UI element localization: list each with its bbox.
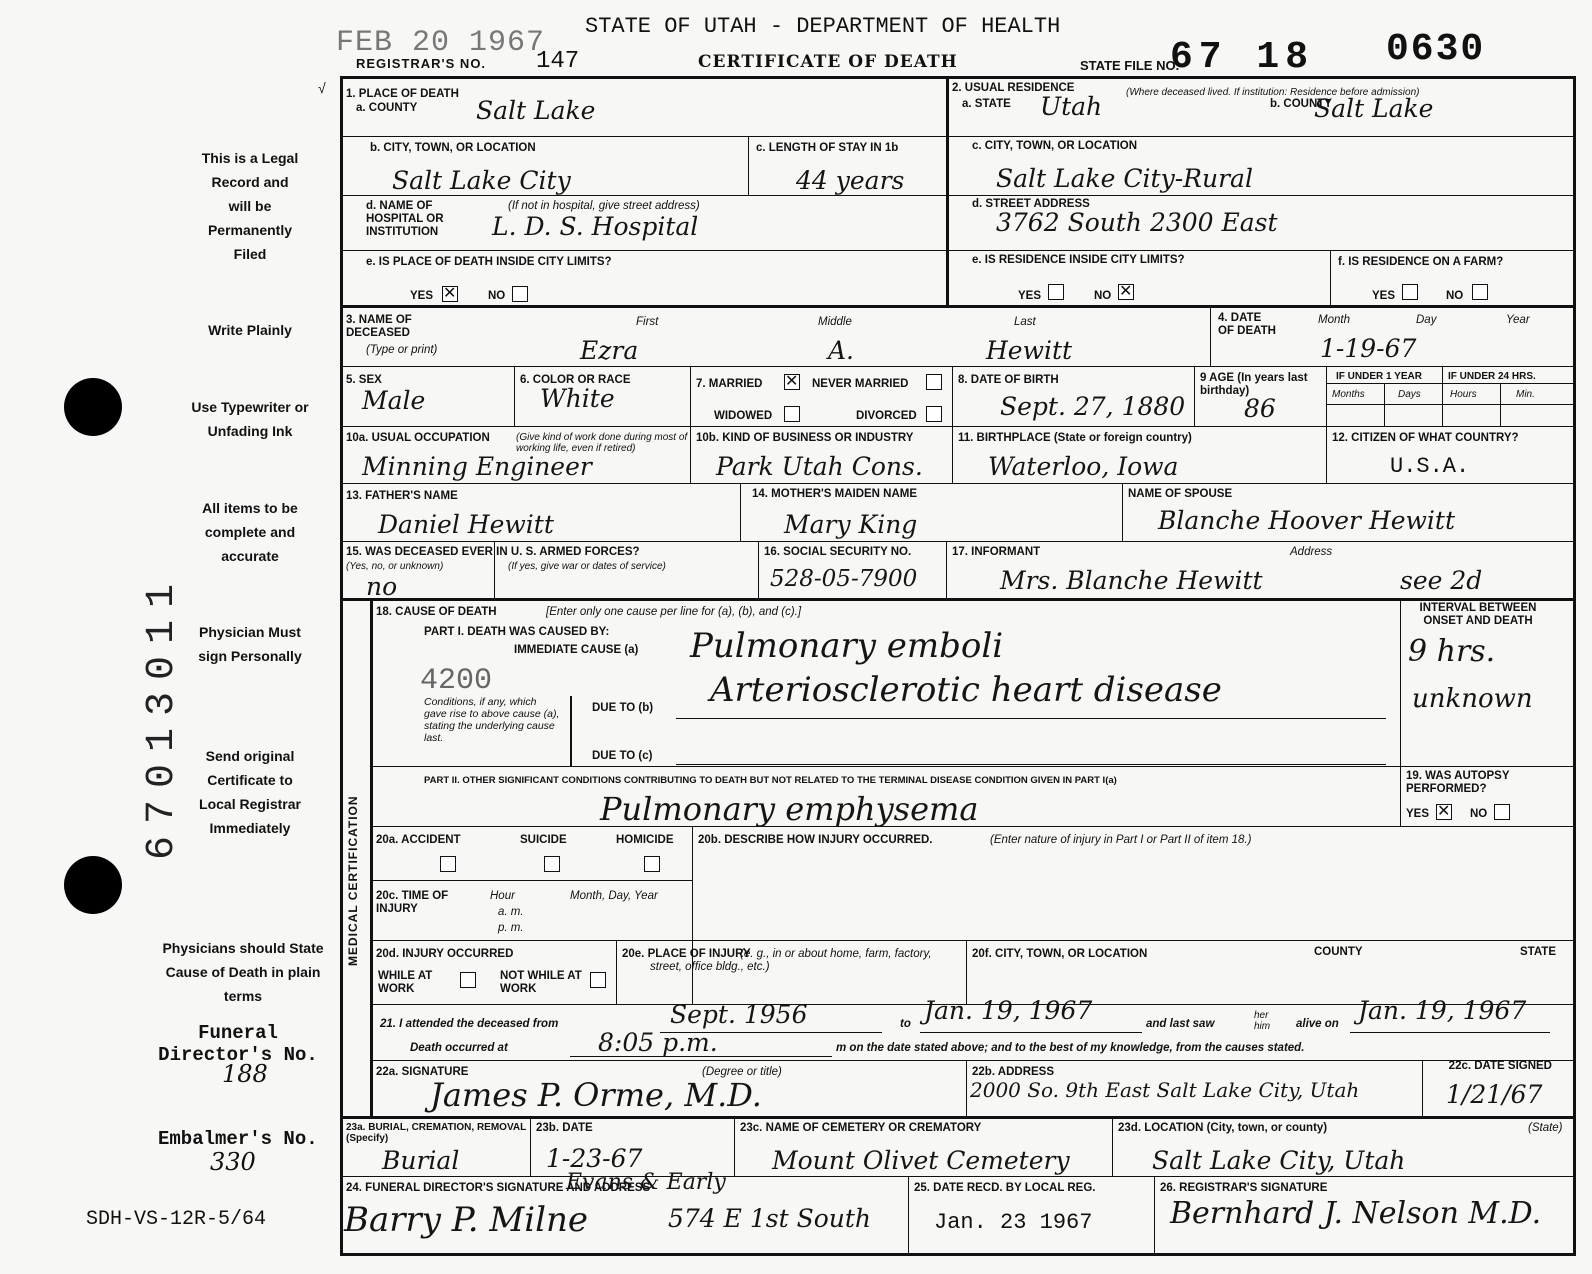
occupation-value: Minning Engineer — [362, 452, 592, 481]
part2-value: Pulmonary emphysema — [600, 790, 979, 828]
date-signed-value: 1/21/67 — [1446, 1080, 1543, 1109]
age-label: 9 AGE (In years last birthday) — [1200, 372, 1308, 397]
phys-address-label: 22b. ADDRESS — [972, 1066, 1055, 1078]
funeral-address-value: 574 E 1st South — [668, 1204, 872, 1233]
days-label: Days — [1398, 389, 1421, 400]
cause-label: 18. CAUSE OF DEATH — [376, 606, 497, 618]
due-b-label: DUE TO (b) — [592, 702, 654, 714]
city-label: b. CITY, TOWN, OR LOCATION — [370, 142, 536, 154]
tick-mark: √ — [318, 80, 326, 96]
due-c-label: DUE TO (c) — [592, 750, 653, 762]
underline — [1350, 1032, 1550, 1033]
not-while-work-checkbox[interactable] — [590, 972, 606, 988]
first-label: First — [636, 316, 659, 328]
length-of-stay-value: 44 years — [796, 166, 905, 195]
name-label: 3. NAME OF DECEASED — [346, 314, 412, 339]
length-of-stay-label: c. LENGTH OF STAY IN 1b — [756, 142, 899, 154]
first-name-value: Ezra — [580, 336, 639, 365]
interval-b-value: unknown — [1412, 684, 1533, 714]
conditions-note: Conditions, if any, which gave rise to above cause (a), stating the underlying cause last. — [424, 696, 560, 744]
rule — [908, 1176, 909, 1256]
state-file-no: 67 18 — [1170, 36, 1315, 79]
funeral-director-label: 24. FUNERAL DIRECTOR'S SIGNATURE AND ADDRESS — [346, 1182, 651, 1194]
divorced-label: DIVORCED — [856, 410, 917, 422]
year-label: Year — [1506, 314, 1530, 326]
punch-hole — [64, 378, 122, 436]
address-label: Address — [1290, 546, 1333, 558]
never-married-label: NEVER MARRIED — [812, 378, 909, 390]
mother-label: 14. MOTHER'S MAIDEN NAME — [752, 488, 918, 500]
degree-label: (Degree or title) — [702, 1066, 782, 1078]
date-of-death-value: 1-19-67 — [1320, 334, 1417, 363]
cemetery-value: Mount Olivet Cemetery — [772, 1146, 1070, 1175]
informant-label: 17. INFORMANT — [952, 546, 1041, 558]
attended-to-value: Jan. 19, 1967 — [924, 996, 1093, 1025]
cause-b-value: Arteriosclerotic heart disease — [710, 670, 1222, 710]
rule — [340, 250, 1576, 251]
sex-label: 5. SEX — [346, 374, 382, 386]
burial-date-value: 1-23-67 — [546, 1144, 643, 1173]
notice-complete: All items to be complete and accurate — [202, 500, 298, 564]
rule — [946, 76, 949, 305]
rule — [340, 305, 1576, 308]
farm-label: f. IS RESIDENCE ON A FARM? — [1338, 256, 1504, 268]
rule — [616, 940, 617, 1004]
spouse-label: NAME OF SPOUSE — [1128, 488, 1233, 500]
notice-physician-sign: Physician Must sign Personally — [198, 624, 302, 664]
describe-injury-label: 20b. DESCRIBE HOW INJURY OCCURRED. — [698, 834, 933, 846]
death-time-value: 8:05 p.m. — [598, 1028, 718, 1057]
notice-physicians-state: Physicians should State Cause of Death in plain terms — [162, 940, 324, 1004]
punch-hole — [64, 856, 122, 914]
armed-forces-label: 15. WAS DECEASED EVER IN U. S. ARMED FORCES? — [346, 546, 640, 558]
homicide-label: HOMICIDE — [616, 834, 674, 846]
sex-value: Male — [362, 386, 426, 415]
res-county-label: b. COUNTY — [1270, 98, 1332, 110]
yes-label: YES — [410, 290, 434, 302]
no-label: NO — [488, 290, 506, 302]
her-him-label: her him — [1254, 1010, 1271, 1032]
attended-label: 21. I attended the deceased from — [380, 1018, 559, 1030]
no-label: NO — [1446, 290, 1464, 302]
res-city-value: Salt Lake City-Rural — [996, 164, 1253, 193]
hour-label: Hour — [490, 890, 515, 902]
father-value: Daniel Hewitt — [378, 510, 554, 539]
under-1yr-label: IF UNDER 1 YEAR — [1336, 371, 1422, 382]
dob-value: Sept. 27, 1880 — [1000, 392, 1186, 421]
county-label-2: COUNTY — [1314, 946, 1363, 958]
age-value: 86 — [1244, 394, 1276, 423]
phys-address-value: 2000 So. 9th East Salt Lake City, Utah — [970, 1078, 1360, 1102]
race-label: 6. COLOR OR RACE — [520, 374, 631, 386]
vertical-certificate-number: 67013011 — [140, 571, 185, 860]
day-label: Day — [1416, 314, 1437, 326]
burial-date-label: 23b. DATE — [536, 1122, 593, 1134]
last-saw-label: and last saw — [1146, 1018, 1215, 1030]
date-recd-label: 25. DATE RECD. BY LOCAL REG. — [914, 1182, 1096, 1194]
am-label: a. m. — [498, 906, 524, 918]
birthplace-label: 11. BIRTHPLACE (State or foreign country) — [958, 432, 1192, 444]
armed-forces-value: no — [366, 572, 398, 601]
rule — [514, 366, 515, 426]
stamp-number: 0630 — [1386, 28, 1486, 71]
war-note: (If yes, give war or dates of service) — [508, 561, 666, 572]
notice-write-plainly: Write Plainly — [208, 322, 292, 338]
rule — [340, 1176, 1576, 1177]
occupation-label: 10a. USUAL OCCUPATION — [346, 432, 490, 444]
accident-checkbox[interactable] — [440, 856, 456, 872]
underline — [920, 1032, 1142, 1033]
citizen-value: U.S.A. — [1390, 454, 1470, 479]
months-label: Months — [1332, 389, 1365, 400]
place-injury-label: 20e. PLACE OF INJURY — [622, 948, 751, 960]
rule — [1400, 598, 1401, 826]
never-married-checkbox[interactable] — [926, 374, 942, 390]
rule — [1210, 305, 1211, 366]
middle-name-value: A. — [828, 336, 855, 365]
city-value: Salt Lake City — [392, 166, 571, 195]
injury-occurred-label: 20d. INJURY OCCURRED — [376, 948, 514, 960]
street-label: d. STREET ADDRESS — [972, 198, 1090, 210]
street-value: 3762 South 2300 East — [996, 208, 1278, 237]
funeral-director-value: Evans & Early — [566, 1170, 726, 1195]
signature-label: 22a. SIGNATURE — [376, 1066, 469, 1078]
injury-city-label: 20f. CITY, TOWN, OR LOCATION — [972, 948, 1148, 960]
rule — [370, 766, 1576, 767]
underline — [676, 718, 1386, 719]
birthplace-value: Waterloo, Iowa — [988, 452, 1179, 481]
rule — [340, 426, 1576, 427]
date-signed-label: 22c. DATE SIGNED — [1448, 1060, 1552, 1072]
business-value: Park Utah Cons. — [716, 452, 923, 481]
res-state-label: a. STATE — [962, 98, 1011, 110]
cause-a-value: Pulmonary emboli — [690, 626, 1004, 666]
rule — [1330, 250, 1331, 305]
inside-limits-yes-checkbox[interactable] — [442, 286, 458, 302]
cause-note: [Enter only one cause per line for (a), (b), and (c).] — [546, 606, 802, 618]
citizen-label: 12. CITIZEN OF WHAT COUNTRY? — [1332, 432, 1519, 444]
yes-label: YES — [1018, 290, 1042, 302]
funeral-director-signature: Barry P. Milne — [344, 1200, 588, 1240]
interval-label: INTERVAL BETWEEN ONSET AND DEATH — [1419, 602, 1537, 627]
last-saw-value: Jan. 19, 1967 — [1358, 996, 1527, 1025]
hospital-label: d. NAME OF HOSPITAL OR INSTITUTION — [366, 200, 444, 238]
form-code: SDH-VS-12R-5/64 — [86, 1208, 267, 1231]
rule — [340, 366, 1576, 367]
margin-code: 4200 — [420, 664, 493, 698]
registrar-no: 147 — [536, 48, 580, 75]
no-label: NO — [1470, 808, 1488, 820]
widowed-label: WIDOWED — [714, 410, 773, 422]
rule — [340, 136, 946, 137]
usual-residence-note: (Where deceased lived. If institution: Residence before admission) — [1126, 87, 1420, 98]
rule — [370, 598, 373, 1116]
autopsy-yes-checkbox[interactable] — [1436, 804, 1452, 820]
certificate-title: CERTIFICATE OF DEATH — [698, 52, 958, 72]
stamp-date: FEB 20 1967 — [336, 26, 546, 60]
bracket — [570, 696, 578, 766]
part1-label: PART I. DEATH WAS CAUSED BY: — [424, 626, 610, 638]
while-work-label: WHILE AT WORK — [378, 970, 433, 995]
physician-signature: James P. Orme, M.D. — [430, 1076, 762, 1114]
rule — [1112, 1116, 1113, 1176]
informant-address-value: see 2d — [1400, 566, 1483, 595]
hours-label: Hours — [1450, 389, 1477, 400]
rule — [734, 1116, 735, 1176]
cemetery-label: 23c. NAME OF CEMETERY OR CREMATORY — [740, 1122, 982, 1134]
res-inside-limits-yes-checkbox[interactable] — [1048, 284, 1064, 300]
yes-label: YES — [1372, 290, 1396, 302]
widowed-checkbox[interactable] — [784, 406, 800, 422]
inside-limits-label: e. IS PLACE OF DEATH INSIDE CITY LIMITS? — [366, 256, 612, 268]
rule — [1326, 383, 1576, 384]
interval-a-value: 9 hrs. — [1408, 634, 1496, 669]
notice-send-original: Send original Certificate to Local Registrar Immediately — [199, 748, 301, 836]
not-while-work-label: NOT WHILE AT WORK — [500, 970, 582, 995]
medical-certification-label: MEDICAL CERTIFICATION — [346, 795, 360, 966]
res-inside-limits-no-checkbox[interactable] — [1118, 284, 1134, 300]
inside-limits-no-checkbox[interactable] — [512, 286, 528, 302]
rule — [1422, 1060, 1423, 1116]
notice-legal-record: This is a Legal Record and will be Permanently Filed — [201, 150, 299, 262]
hospital-note: (If not in hospital, give street address) — [508, 200, 700, 212]
race-value: White — [540, 384, 615, 413]
location-value: Salt Lake City, Utah — [1152, 1146, 1406, 1175]
place-of-death-label: 1. PLACE OF DEATH — [346, 88, 459, 100]
registrar-signature-label: 26. REGISTRAR'S SIGNATURE — [1160, 1182, 1328, 1194]
rule — [740, 483, 741, 541]
burial-label: 23a. BURIAL, CREMATION, REMOVAL (Specify) — [346, 1122, 527, 1144]
farm-no-checkbox[interactable] — [1472, 284, 1488, 300]
rule — [966, 1060, 967, 1116]
rule — [952, 366, 953, 483]
state-paren-label: (State) — [1528, 1122, 1563, 1134]
month-label: Month — [1318, 314, 1350, 326]
min-label: Min. — [1516, 389, 1535, 400]
describe-injury-note: (Enter nature of injury in Part I or Part II of item 18.) — [990, 834, 1252, 846]
rule — [530, 1116, 531, 1176]
alive-on-label: alive on — [1296, 1018, 1339, 1030]
rule — [690, 366, 691, 483]
business-label: 10b. KIND OF BUSINESS OR INDUSTRY — [696, 432, 914, 444]
part2-label: PART II. OTHER SIGNIFICANT CONDITIONS CONTRIBUTING TO DEATH BUT NOT RELATED TO THE TERMINAL DISEASE CONDITION GIVEN IN PART I(a) — [424, 775, 1117, 786]
divorced-checkbox[interactable] — [926, 406, 942, 422]
autopsy-no-checkbox[interactable] — [1494, 804, 1510, 820]
rule — [748, 136, 749, 195]
middle-label: Middle — [818, 316, 852, 328]
agency-title: STATE OF UTAH - DEPARTMENT OF HEALTH — [585, 14, 1061, 39]
name-note: (Type or print) — [366, 344, 438, 356]
rule — [1326, 404, 1576, 405]
res-inside-limits-label: e. IS RESIDENCE INSIDE CITY LIMITS? — [972, 254, 1185, 266]
accident-label: 20a. ACCIDENT — [376, 834, 461, 846]
embalmer-no-label: Embalmer's No. — [158, 1128, 318, 1150]
state-file-label: STATE FILE NO. — [1080, 58, 1180, 73]
usual-residence-label: 2. USUAL RESIDENCE — [952, 82, 1075, 94]
while-work-checkbox[interactable] — [460, 972, 476, 988]
rule — [1194, 366, 1195, 426]
father-label: 13. FATHER'S NAME — [346, 490, 458, 502]
last-name-value: Hewitt — [986, 336, 1073, 365]
armed-note: (Yes, no, or unknown) — [346, 561, 444, 572]
rule — [692, 826, 693, 1004]
pm-label: p. m. — [498, 922, 524, 934]
farm-yes-checkbox[interactable] — [1402, 284, 1418, 300]
stated-above-label: m on the date stated above; and to the best of my knowledge, from the causes stated. — [836, 1042, 1305, 1054]
hospital-value: L. D. S. Hospital — [492, 212, 699, 241]
funeral-director-no-label: Funeral Director's No. — [158, 1022, 318, 1066]
rule — [340, 598, 1576, 601]
rule — [946, 541, 947, 598]
suicide-label: SUICIDE — [520, 834, 567, 846]
immediate-cause-label: IMMEDIATE CAUSE (a) — [514, 644, 639, 656]
registrar-label: REGISTRAR'S NO. — [356, 56, 487, 71]
dob-label: 8. DATE OF BIRTH — [958, 374, 1059, 386]
last-label: Last — [1014, 316, 1036, 328]
rule — [370, 940, 1576, 941]
rule — [966, 940, 967, 1004]
under-24-label: IF UNDER 24 HRS. — [1448, 371, 1536, 382]
rule — [340, 1116, 1576, 1119]
time-injury-label: 20c. TIME OF INJURY — [376, 890, 449, 915]
mdy-label: Month, Day, Year — [570, 890, 658, 902]
suicide-checkbox[interactable] — [544, 856, 560, 872]
state-label-2: STATE — [1520, 946, 1556, 958]
county-label: a. COUNTY — [356, 102, 418, 114]
rule — [370, 880, 692, 881]
rule — [340, 541, 1576, 542]
married-label: 7. MARRIED — [696, 378, 763, 390]
notice-typewriter: Use Typewriter or Unfading Ink — [191, 399, 309, 439]
place-injury-note: (e. g., in or about home, farm, factory, street, office bldg., etc.) — [650, 948, 932, 973]
registrar-signature: Bernhard J. Nelson M.D. — [1170, 1196, 1542, 1231]
date-of-death-label: 4. DATE OF DEATH — [1218, 312, 1276, 337]
date-recd-value: Jan. 23 1967 — [934, 1210, 1093, 1235]
attended-from-value: Sept. 1956 — [670, 1000, 808, 1029]
occupation-note: (Give kind of work done during most of working life, even if retired) — [516, 432, 688, 454]
autopsy-label: 19. WAS AUTOPSY PERFORMED? — [1406, 770, 1510, 795]
county-value: Salt Lake — [476, 96, 596, 125]
informant-value: Mrs. Blanche Hewitt — [1000, 566, 1263, 595]
funeral-director-no: 188 — [222, 1060, 268, 1088]
rule — [1154, 1176, 1155, 1256]
rule — [370, 1060, 1576, 1061]
rule — [1122, 483, 1123, 541]
homicide-checkbox[interactable] — [644, 856, 660, 872]
underline — [676, 764, 1386, 765]
rule — [340, 195, 1576, 196]
married-checkbox[interactable] — [784, 374, 800, 390]
res-state-value: Utah — [1040, 92, 1103, 121]
to-label: to — [900, 1018, 911, 1030]
location-label: 23d. LOCATION (City, town, or county) — [1118, 1122, 1328, 1134]
rule — [946, 136, 1576, 137]
rule — [758, 541, 759, 598]
yes-label: YES — [1406, 808, 1430, 820]
res-county-value: Salt Lake — [1314, 94, 1434, 123]
death-occurred-label: Death occurred at — [410, 1042, 508, 1054]
rule — [1442, 366, 1443, 426]
ssn-value: 528-05-7900 — [770, 566, 918, 592]
rule — [340, 483, 1576, 484]
mother-value: Mary King — [784, 510, 918, 539]
ssn-label: 16. SOCIAL SECURITY NO. — [764, 546, 912, 558]
burial-value: Burial — [382, 1146, 460, 1175]
no-label: NO — [1094, 290, 1112, 302]
embalmer-no: 330 — [210, 1148, 256, 1176]
res-city-label: c. CITY, TOWN, OR LOCATION — [972, 140, 1138, 152]
spouse-value: Blanche Hoover Hewitt — [1158, 506, 1456, 535]
